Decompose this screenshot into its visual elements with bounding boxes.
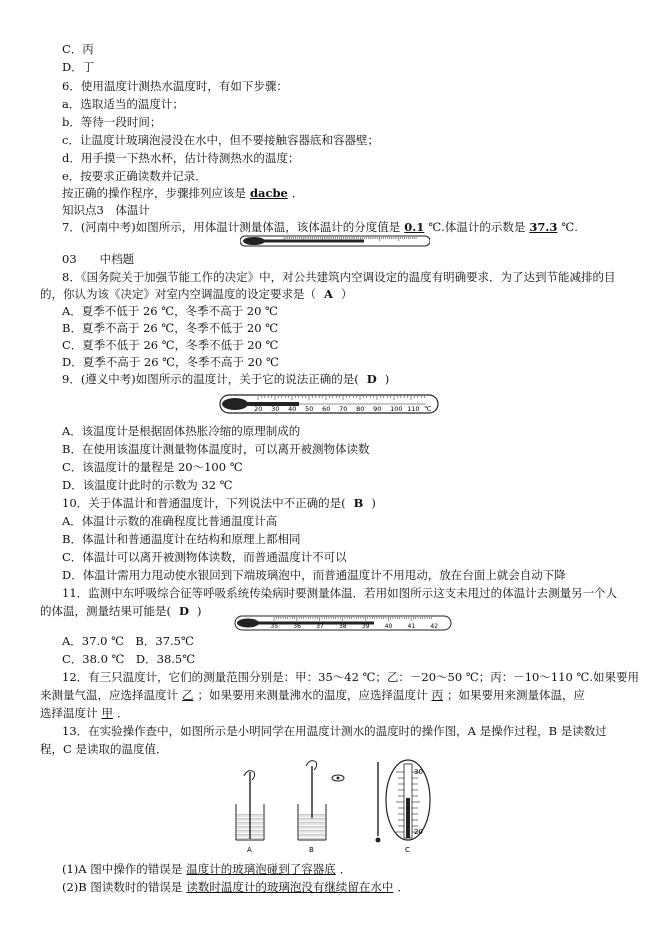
q10-stem: 10．关于体温计和普通温度计，下列说法中不正确的是( B ) [62, 496, 376, 510]
q6-step-a: a．选取适当的温度计； [62, 97, 184, 111]
q6-step-c: c．让温度计玻璃泡浸没在水中，但不要接触容器底和容器壁； [62, 133, 379, 147]
q6-stem: 6．使用温度计测热水温度时，有如下步骤： [62, 79, 288, 93]
q7-thermometer-figure [240, 234, 430, 248]
thermometer-c-diagram [376, 760, 431, 843]
q8-stem-line1: 8．《国务院关于加强节能工作的决定》中，对公共建筑内空调设定的温度有明确要求．为了达到节能减排的目 [62, 270, 616, 284]
tick-label: 38 [338, 623, 347, 630]
tick-label: ℃ [424, 405, 432, 413]
q6-answer: dacbe [250, 186, 288, 200]
tick-label: 80 [356, 405, 365, 413]
section-03-title: 03 中档题 [62, 252, 135, 266]
tick-label: 39 [361, 623, 370, 630]
q9-option-c: C．该温度计的量程是 20～100 ℃ [62, 460, 243, 474]
tick-label: 60 [322, 405, 331, 413]
tick-label: 30 [271, 405, 280, 413]
q10-option-d: D．体温计需用力甩动使水银回到下端玻璃泡中，而普通温度计不用甩动，放在台面上就会自动下降 [62, 568, 566, 582]
q8-stem-line2: 的，你认为该《决定》对室内空调温度的设定要求是（ A ） [40, 287, 353, 301]
tick-label: 110 [407, 405, 420, 413]
option-c-bing: C．丙 [62, 42, 94, 56]
tick-label: 35 [270, 623, 279, 630]
q8-answer: A [324, 287, 333, 301]
q13-figure [228, 758, 458, 858]
fig13-label-c: C [405, 846, 410, 854]
fig13-label-a: A [247, 846, 252, 854]
q8-option-a: A．夏季不低于 26 ℃，冬季不高于 20 ℃ [62, 304, 278, 318]
q7-answer-2: 37.3 [529, 220, 558, 234]
q10-answer: B [353, 496, 364, 510]
tick-label: 42 [430, 623, 439, 630]
q13-part1: (1)A 图中操作的错误是 温度计的玻璃泡碰到了容器底 ． [62, 862, 352, 876]
q6-step-d: d．用手摸一下热水杯，估计待测热水的温度； [62, 151, 300, 165]
q10-option-b: B．体温计和普通温度计在结构和原理上都相同 [62, 532, 301, 546]
q12-answer-2: 丙 [431, 688, 443, 702]
tick-label: 36 [293, 623, 301, 630]
knowledge-point-3: 知识点3 体温计 [62, 203, 150, 217]
q13-part1-answer: 温度计的玻璃泡碰到了容器底 [186, 862, 336, 876]
q9-option-b: B．在使用该温度计测量物体温度时，可以离开被测物体读数 [62, 442, 370, 456]
q10-option-a: A．体温计示数的准确程度比普通温度计高 [62, 514, 278, 528]
q11-options-ab: A．37.0 ℃ B．37.5℃ [62, 634, 194, 648]
fig13-label-b: B [309, 846, 314, 854]
q7-stem: 7．(河南中考)如图所示，用体温计测量体温，该体温计的分度值是 0.1 ℃.体温计的示数是 37.3 ℃. [62, 220, 578, 234]
q6-step-b: b．等待一段时间； [62, 115, 162, 129]
q9-stem: 9．(遵义中考)如图所示的温度计，关于它的说法正确的是( D ) [62, 372, 390, 386]
q13-part2-answer: 读数时温度计的玻璃泡没有继续留在水中 [186, 880, 394, 894]
tick-label: 40 [384, 623, 393, 630]
tick-label: 20 [254, 405, 263, 413]
tick-label: 37 [316, 623, 324, 630]
q6-step-e: e．按要求正确读数并记录． [62, 169, 207, 183]
q10-option-c: C．体温计可以离开被测物体读数，而普通温度计不可以 [62, 550, 347, 564]
q12-stem-line1: 12．有三只温度计，它们的测量范围分别是：甲：35～42 ℃；乙：－20～50 ℃；丙：－10～110 ℃.如果要用 [62, 670, 639, 684]
q12-answer-3: 甲 [101, 706, 113, 720]
fig13-scale-30: 30 [414, 768, 423, 776]
q8-option-d: D．夏季不高于 26 ℃，冬季不高于 20 ℃ [62, 355, 279, 369]
q12-answer-1: 乙 [182, 688, 194, 702]
tick-label: 90 [373, 405, 382, 413]
beaker-a-diagram [236, 771, 264, 840]
tick-label: 100 [390, 405, 403, 413]
q8-option-c: C．夏季不低于 26 ℃，冬季不低于 20 ℃ [62, 338, 279, 352]
beaker-b-diagram [298, 761, 344, 840]
q9-option-a: A．该温度计是根据固体热胀冷缩的原理制成的 [62, 424, 301, 438]
q9-thermometer-figure [218, 392, 440, 416]
q11-stem-line1: 11．监测中东呼吸综合征等呼吸系统传染病时要测量体温．若用如图所示这支未甩过的体温计去测量另一个人 [62, 586, 618, 600]
q13-part2: (2)B 图读数时的错误是 读数时温度计的玻璃泡没有继续留在水中 ． [62, 880, 409, 894]
q7-answer-1: 0.1 [404, 220, 425, 234]
q12-stem-line2: 来测量气温，应选择温度计 乙 ；如果要用来测量沸水的温度，应选择温度计 丙 ；如果要用来测量体温，应 [40, 688, 585, 702]
option-d-ding: D．丁 [62, 60, 95, 74]
q6-answer-line: 按正确的操作程序，步骤排列应该是 dacbe ． [62, 186, 304, 200]
q9-option-d: D．该温度计此时的示数为 32 ℃ [62, 478, 233, 492]
q9-answer: D [366, 372, 377, 386]
fig13-scale-20: 20 [414, 828, 423, 836]
q8-option-b: B．夏季不高于 26 ℃，冬季不低于 20 ℃ [62, 321, 279, 335]
tick-label: 70 [339, 405, 348, 413]
tick-label: 50 [305, 405, 314, 413]
q11-stem-line2: 的体温，测量结果可能是( D ) [40, 604, 202, 618]
tick-label: 41 [407, 623, 416, 630]
q12-stem-line3: 选择温度计 甲 ． [40, 706, 129, 720]
q13-stem-line1: 13．在实验操作查中，如图所示是小明同学在用温度计测水的温度时的操作图，A 是操作过程，B 是读数过 [62, 724, 607, 738]
q13-stem-line2: 程，C 是读取的温度值． [40, 742, 168, 756]
q11-options-cd: C．38.0 ℃ D．38.5℃ [62, 652, 196, 666]
q11-answer: D [179, 604, 189, 618]
q11-thermometer-figure [234, 614, 452, 632]
tick-label: 40 [288, 405, 297, 413]
